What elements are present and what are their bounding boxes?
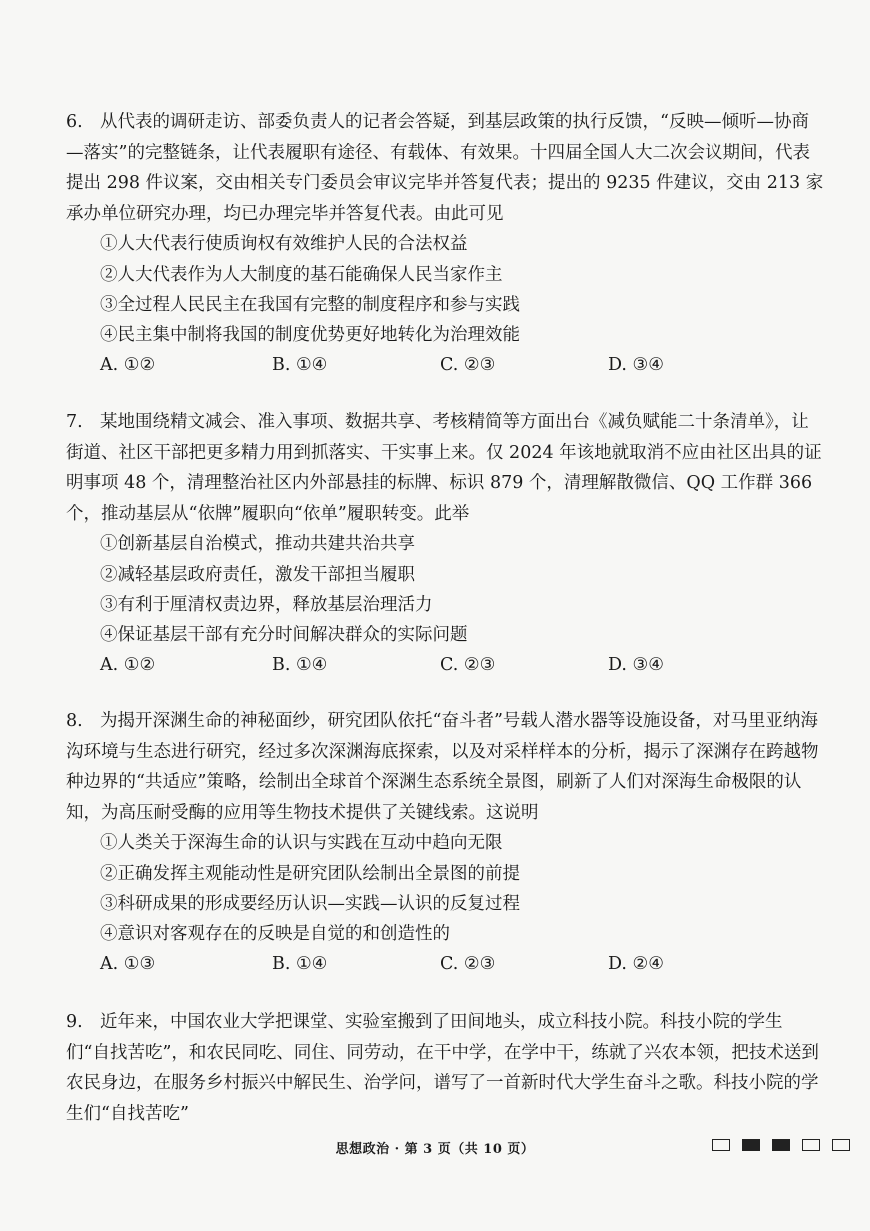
question-text: 为揭开深渊生命的神秘面纱，研究团队依托“奋斗者”号载人潜水器等设施设备，对马里亚纳海沟环境与生态进行研究，经过多次深渊海底探索，以及对采样样本的分析，揭示了深渊存在跨越物种边界的“共适应”策略，绘制出全球首个深渊生态系统全景图，刷新了人们对深海生命极限的认知，为高压耐受酶的应用等生物技术提供了关键线索。这说明 <box>66 711 819 823</box>
choice-d: D. ②④ <box>608 954 664 975</box>
statement-option: ③科研成果的形成要经历认识—实践—认识的反复过程 <box>100 893 520 914</box>
statement-option: ①人大代表行使质询权有效维护人民的合法权益 <box>100 234 468 255</box>
answer-choices <box>66 350 826 380</box>
statement-option: ②正确发挥主观能动性是研究团队绘制出全景图的前提 <box>100 863 520 884</box>
page-footer: 思想政治 · 第 3 页（共 10 页） <box>335 1142 535 1157</box>
question-stem <box>66 706 826 828</box>
question-number: 7. <box>66 412 83 432</box>
choice-c: C. ②③ <box>440 655 496 676</box>
statement-option: ④意识对客观存在的反映是自觉的和创造性的 <box>100 923 450 944</box>
scan-mark-icon <box>832 1139 850 1151</box>
choice-c: C. ②③ <box>440 355 496 376</box>
question-7 <box>66 407 826 680</box>
question-number: 9. <box>66 1012 83 1032</box>
question-stem <box>66 1007 826 1129</box>
question-text: 某地围绕精文减会、准入事项、数据共享、考核精简等方面出台《减负赋能二十条清单》，让街道、社区干部把更多精力用到抓落实、干实事上来。仅 2024 年该地就取消不应由社区出具的证明事项 48 个，清理整治社区内外部悬挂的标牌、标识 879 个，清理解散微信、QQ 工作群 366 个，推动基层从“依牌”履职向“依单”履职转变。此举 <box>66 412 822 524</box>
statement-option: ④保证基层干部有充分时间解决群众的实际问题 <box>100 624 468 645</box>
scan-marks <box>712 1139 850 1151</box>
choice-b: B. ①④ <box>272 655 328 676</box>
question-stem <box>66 107 826 229</box>
choice-b: B. ①④ <box>272 355 328 376</box>
question-text: 近年来，中国农业大学把课堂、实验室搬到了田间地头，成立科技小院。科技小院的学生们“自找苦吃”，和农民同吃、同住、同劳动，在干中学，在学中干，练就了兴农本领，把技术送到农民身边，在服务乡村振兴中解民生、治学问，谱写了一首新时代大学生奋斗之歌。科技小院的学生们“自找苦吃” <box>66 1012 819 1124</box>
statement-option: ②减轻基层政府责任，激发干部担当履职 <box>100 564 415 585</box>
question-number: 6. <box>66 112 83 132</box>
statement-option: ③全过程人民民主在我国有完整的制度程序和参与实践 <box>100 294 520 315</box>
choice-a: A. ①② <box>100 655 156 676</box>
answer-choices <box>66 949 826 979</box>
scan-mark-icon <box>712 1139 730 1151</box>
choice-c: C. ②③ <box>440 954 496 975</box>
scan-mark-icon <box>802 1139 820 1151</box>
question-stem <box>66 407 826 529</box>
choice-d: D. ③④ <box>608 655 664 676</box>
question-9 <box>66 1007 826 1129</box>
statement-option: ③有利于厘清权责边界，释放基层治理活力 <box>100 594 433 615</box>
statement-option: ①人类关于深海生命的认识与实践在互动中趋向无限 <box>100 833 503 854</box>
question-6 <box>66 107 826 380</box>
question-number: 8. <box>66 711 83 731</box>
statement-option: ②人大代表作为人大制度的基石能确保人民当家作主 <box>100 264 503 285</box>
question-8 <box>66 706 826 979</box>
scan-mark-icon <box>742 1139 760 1151</box>
answer-choices <box>66 650 826 680</box>
choice-d: D. ③④ <box>608 355 664 376</box>
scan-mark-icon <box>772 1139 790 1151</box>
choice-a: A. ①② <box>100 355 156 376</box>
choice-a: A. ①③ <box>100 954 156 975</box>
statement-option: ④民主集中制将我国的制度优势更好地转化为治理效能 <box>100 324 520 345</box>
choice-b: B. ①④ <box>272 954 328 975</box>
statement-option: ①创新基层自治模式，推动共建共治共享 <box>100 534 415 555</box>
question-text: 从代表的调研走访、部委负责人的记者会答疑，到基层政策的执行反馈，“反映—倾听—协商—落实”的完整链条，让代表履职有途径、有载体、有效果。十四届全国人大二次会议期间，代表提出 298 件议案，交由相关专门委员会审议完毕并答复代表；提出的 9235 件建议，交由 213 家承办单位研究办理，均已办理完毕并答复代表。由此可见 <box>66 112 824 224</box>
